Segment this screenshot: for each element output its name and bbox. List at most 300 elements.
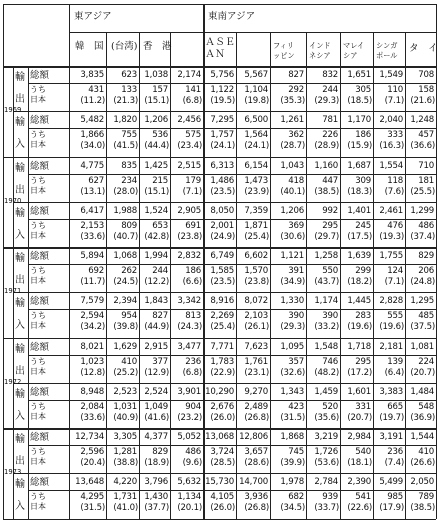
cell-japan: 1,871 xyxy=(244,220,268,231)
cell-share: (21.6) xyxy=(410,96,435,106)
cell-total: 5,756 xyxy=(210,70,234,80)
cell-total: 1,484 xyxy=(410,386,434,397)
cell-share: (24.5) xyxy=(113,277,138,287)
cell-total: 1,994 xyxy=(144,251,168,261)
cell-total: 1,170 xyxy=(347,115,371,126)
of-which-label: うち xyxy=(30,401,46,411)
cell-total: 2,524 xyxy=(144,386,168,397)
cell-total: 13,068 xyxy=(205,432,234,442)
cell-total: 1,651 xyxy=(347,70,371,80)
cell-japan: 158 xyxy=(418,85,434,95)
cell-total: 2,456 xyxy=(177,115,201,126)
of-which-label: うち xyxy=(30,266,46,275)
cell-japan: 653 xyxy=(152,220,168,231)
cell-japan: 1,104 xyxy=(244,85,268,95)
cell-total: 1,843 xyxy=(144,296,168,307)
cell-share: (22.9) xyxy=(210,367,235,378)
cell-japan: 829 xyxy=(152,447,168,457)
export-label-top: 輸 xyxy=(15,253,25,264)
cell-japan: 3,724 xyxy=(210,447,234,457)
header-asean-2: ＡＮ xyxy=(205,49,225,60)
cell-share: (18.9) xyxy=(144,458,169,468)
cell-share: (25.2) xyxy=(113,367,138,378)
cell-share: (7.1) xyxy=(384,96,404,106)
cell-total: 10,290 xyxy=(205,386,234,397)
rule-horizontal xyxy=(203,32,436,33)
cell-share: (33.6) xyxy=(80,231,105,242)
cell-total: 3,383 xyxy=(379,386,403,397)
cell-share: (36.9) xyxy=(410,412,435,423)
cell-total: 3,477 xyxy=(177,341,201,352)
cell-total: 14,700 xyxy=(239,477,268,488)
cell-japan: 1,122 xyxy=(210,85,234,95)
cell-japan: 1,031 xyxy=(113,401,137,412)
cell-total: 827 xyxy=(288,70,304,80)
cell-share: (24.3) xyxy=(177,322,202,333)
cell-share: (23.5) xyxy=(210,277,235,287)
cell-total: 5,632 xyxy=(177,477,201,488)
cell-share: (34.9) xyxy=(280,277,305,287)
cell-share: (12.9) xyxy=(144,367,169,378)
cell-share: (29.3) xyxy=(314,96,339,106)
rule-horizontal xyxy=(3,519,436,520)
cell-japan: 133 xyxy=(121,85,137,95)
rule-vertical xyxy=(3,4,4,519)
import-label-top: 輸 xyxy=(15,207,25,219)
total-label: 総額 xyxy=(30,296,50,308)
cell-japan: 295 xyxy=(322,220,338,231)
cell-japan: 627 xyxy=(88,175,104,186)
cell-japan: 2,153 xyxy=(80,220,104,231)
cell-japan: 746 xyxy=(322,356,338,367)
rule-horizontal xyxy=(13,111,436,112)
cell-japan: 226 xyxy=(322,130,338,141)
cell-japan: 4,105 xyxy=(210,492,234,503)
cell-share: (33.7) xyxy=(314,503,339,514)
cell-share: (17.5) xyxy=(347,231,372,242)
cell-japan: 262 xyxy=(121,266,137,276)
cell-total: 7,359 xyxy=(244,205,268,216)
cell-share: (17.2) xyxy=(347,367,372,378)
cell-japan: 224 xyxy=(418,356,434,367)
cell-share: (36.6) xyxy=(410,141,435,152)
cell-total: 1,206 xyxy=(280,205,304,216)
cell-total: 3,342 xyxy=(177,296,201,307)
cell-share: (6.4) xyxy=(384,367,404,378)
cell-total: 1,081 xyxy=(410,341,434,352)
cell-total: 710 xyxy=(418,160,434,171)
cell-share: (38.5) xyxy=(410,503,435,514)
export-label-bottom: 出 xyxy=(15,456,25,467)
cell-share: (17.9) xyxy=(379,503,404,514)
cell-total: 2,828 xyxy=(379,296,403,307)
cell-total: 5,894 xyxy=(80,251,104,261)
cell-total: 3,219 xyxy=(314,432,338,442)
cell-share: (15.9) xyxy=(347,141,372,152)
cell-japan: 391 xyxy=(288,266,304,276)
cell-share: (34.5) xyxy=(280,503,305,514)
cell-share: (20.7) xyxy=(347,412,372,423)
year-label: 1970 xyxy=(4,196,22,205)
cell-japan: 457 xyxy=(418,130,434,141)
total-label: 総額 xyxy=(30,70,50,81)
cell-share: (20.1) xyxy=(177,503,202,514)
japan-label: 日本 xyxy=(30,366,46,376)
cell-share: (40.9) xyxy=(113,412,138,423)
cell-total: 832 xyxy=(322,70,338,80)
cell-share: (26.1) xyxy=(244,322,269,333)
cell-total: 1,868 xyxy=(280,432,304,442)
cell-share: (23.8) xyxy=(177,231,202,242)
cell-share: (6.8) xyxy=(182,367,202,378)
cell-total: 6,313 xyxy=(210,160,234,171)
cell-share: (19.8) xyxy=(244,96,269,106)
cell-japan: 299 xyxy=(355,266,371,276)
cell-total: 2,461 xyxy=(379,205,403,216)
cell-share: (7.6) xyxy=(384,186,404,197)
cell-total: 2,181 xyxy=(379,341,403,352)
cell-total: 992 xyxy=(322,205,338,216)
cell-japan: 124 xyxy=(387,266,403,276)
cell-share: (18.5) xyxy=(347,96,372,106)
import-label-bottom: 入 xyxy=(15,229,25,241)
cell-total: 3,796 xyxy=(144,477,168,488)
cell-total: 7,295 xyxy=(210,115,234,126)
japan-label: 日本 xyxy=(30,502,46,512)
cell-total: 8,916 xyxy=(210,296,234,307)
cell-share: (41.5) xyxy=(113,141,138,152)
cell-total: 13,648 xyxy=(75,477,104,488)
cell-japan: 536 xyxy=(152,130,168,141)
cell-total: 2,394 xyxy=(113,296,137,307)
cell-total: 1,330 xyxy=(280,296,304,307)
cell-share: (26.0) xyxy=(210,412,235,423)
rule-vertical xyxy=(69,4,70,519)
cell-total: 15,730 xyxy=(205,477,234,488)
cell-japan: 1,726 xyxy=(314,447,338,457)
cell-share: (18.3) xyxy=(347,186,372,197)
cell-total: 2,040 xyxy=(379,115,403,126)
cell-japan: 550 xyxy=(322,266,338,276)
cell-total: 3,901 xyxy=(177,386,201,397)
cell-total: 1,554 xyxy=(379,160,403,171)
rule-horizontal xyxy=(28,309,436,310)
export-label-top: 輸 xyxy=(15,72,25,83)
rule-horizontal xyxy=(28,128,436,129)
cell-share: (38.5) xyxy=(314,186,339,197)
cell-total: 2,523 xyxy=(113,386,137,397)
cell-japan: 1,023 xyxy=(80,356,104,367)
cell-japan: 755 xyxy=(121,130,137,141)
cell-japan: 418 xyxy=(288,175,304,186)
header-asean-1: ＡＳＥ xyxy=(205,37,235,48)
total-label: 総額 xyxy=(30,160,50,172)
cell-japan: 305 xyxy=(355,85,371,95)
of-which-label: うち xyxy=(30,356,46,366)
cell-total: 3,305 xyxy=(113,432,137,442)
cell-share: (39.9) xyxy=(280,458,305,468)
year-label: 1969 xyxy=(4,106,22,115)
cell-share: (35.3) xyxy=(280,96,305,106)
rule-horizontal xyxy=(28,219,436,220)
cell-share: (24.8) xyxy=(410,277,435,287)
cell-total: 1,343 xyxy=(280,386,304,397)
cell-japan: 1,866 xyxy=(80,130,104,141)
cell-japan: 118 xyxy=(387,175,403,186)
rule-horizontal xyxy=(13,202,436,203)
cell-japan: 789 xyxy=(418,492,434,503)
cell-japan: 1,134 xyxy=(177,492,201,503)
cell-japan: 244 xyxy=(152,266,168,276)
japan-label: 日本 xyxy=(30,321,46,331)
cell-japan: 244 xyxy=(322,85,338,95)
cell-total: 1,820 xyxy=(113,115,137,126)
cell-total: 3,191 xyxy=(379,432,403,442)
rule-horizontal xyxy=(28,355,436,356)
cell-total: 5,567 xyxy=(244,70,268,80)
cell-share: (19.3) xyxy=(379,231,404,242)
export-label-bottom: 出 xyxy=(15,365,25,377)
cell-total: 1,095 xyxy=(280,341,304,352)
cell-japan: 985 xyxy=(387,492,403,503)
cell-japan: 1,783 xyxy=(210,356,234,367)
cell-japan: 236 xyxy=(185,356,201,367)
cell-total: 7,579 xyxy=(80,296,104,307)
cell-japan: 423 xyxy=(288,401,304,412)
cell-japan: 692 xyxy=(88,266,104,276)
year-label: 1972 xyxy=(4,377,22,386)
cell-share: (24.1) xyxy=(210,141,235,152)
cell-total: 1,718 xyxy=(347,341,371,352)
export-label-top: 輸 xyxy=(15,343,25,355)
cell-total: 1,639 xyxy=(347,251,371,261)
of-which-label: うち xyxy=(30,130,46,140)
of-which-label: うち xyxy=(30,492,46,502)
japan-label: 日本 xyxy=(30,411,46,421)
japan-label: 日本 xyxy=(30,230,46,240)
header-indonesia-line1: インド xyxy=(309,41,331,50)
japan-label: 日本 xyxy=(30,185,46,195)
cell-japan: 682 xyxy=(288,492,304,503)
cell-japan: 1,564 xyxy=(244,130,268,141)
cell-total: 3,835 xyxy=(80,70,104,80)
cell-japan: 245 xyxy=(355,220,371,231)
cell-japan: 904 xyxy=(185,401,201,412)
cell-share: (12.8) xyxy=(80,367,105,378)
rule-horizontal xyxy=(3,157,436,159)
cell-japan: 813 xyxy=(185,311,201,322)
cell-share: (15.1) xyxy=(144,186,169,197)
import-label-bottom: 入 xyxy=(15,410,25,422)
cell-share: (31.5) xyxy=(280,412,305,423)
cell-total: 1,988 xyxy=(113,205,137,216)
cell-japan: 369 xyxy=(288,220,304,231)
cell-share: (7.1) xyxy=(182,186,202,197)
cell-japan: 333 xyxy=(387,130,403,141)
export-label-bottom: 出 xyxy=(15,94,25,105)
rule-horizontal xyxy=(28,445,436,446)
cell-share: (6.6) xyxy=(182,277,202,287)
import-label-top: 輸 xyxy=(15,298,25,310)
cell-total: 829 xyxy=(418,251,434,261)
cell-japan: 827 xyxy=(152,311,168,322)
cell-total: 1,160 xyxy=(314,160,338,171)
import-label-top: 輸 xyxy=(15,117,25,129)
header-malaysia-line2: シア xyxy=(343,51,358,60)
cell-total: 1,544 xyxy=(410,432,434,442)
cell-total: 8,948 xyxy=(80,386,104,397)
cell-japan: 2,103 xyxy=(244,311,268,322)
cell-japan: 476 xyxy=(387,220,403,231)
rule-horizontal xyxy=(3,247,436,249)
cell-share: (20.7) xyxy=(410,367,435,378)
cell-japan: 377 xyxy=(152,356,168,367)
cell-japan: 520 xyxy=(322,401,338,412)
cell-share: (31.5) xyxy=(80,503,105,514)
cell-share: (25.5) xyxy=(410,186,435,197)
cell-share: (44.4) xyxy=(144,141,169,152)
cell-japan: 292 xyxy=(288,85,304,95)
header-thailand: タ イ xyxy=(409,43,438,54)
of-which-label: うち xyxy=(30,85,46,94)
import-label-bottom: 入 xyxy=(15,139,25,151)
cell-japan: 3,657 xyxy=(244,447,268,457)
cell-japan: 110 xyxy=(387,85,403,95)
cell-total: 12,806 xyxy=(239,432,268,442)
cell-share: (18.2) xyxy=(347,277,372,287)
cell-share: (19.5) xyxy=(210,96,235,106)
cell-total: 1,174 xyxy=(314,296,338,307)
cell-share: (40.7) xyxy=(113,231,138,242)
cell-total: 1,459 xyxy=(314,386,338,397)
of-which-label: うち xyxy=(30,447,46,456)
rule-horizontal xyxy=(28,400,436,401)
cell-total: 1,043 xyxy=(280,160,304,171)
cell-japan: 1,761 xyxy=(244,356,268,367)
cell-share: (7.1) xyxy=(384,277,404,287)
cell-japan: 139 xyxy=(387,356,403,367)
cell-japan: 691 xyxy=(185,220,201,231)
cell-japan: 283 xyxy=(355,311,371,322)
of-which-label: うち xyxy=(30,220,46,230)
cell-share: (23.2) xyxy=(177,412,202,423)
cell-total: 1,206 xyxy=(144,115,168,126)
total-label: 総額 xyxy=(30,251,50,262)
cell-share: (38.8) xyxy=(113,458,138,468)
cell-share: (32.6) xyxy=(280,367,305,378)
cell-share: (39.8) xyxy=(113,322,138,333)
cell-share: (26.8) xyxy=(244,412,269,423)
rule-horizontal xyxy=(3,428,436,430)
cell-share: (26.6) xyxy=(410,458,435,468)
cell-share: (23.1) xyxy=(244,367,269,378)
cell-total: 2,174 xyxy=(177,70,201,80)
cell-japan: 390 xyxy=(288,311,304,322)
cell-share: (35.6) xyxy=(314,412,339,423)
cell-japan: 215 xyxy=(152,175,168,186)
cell-japan: 665 xyxy=(387,401,403,412)
import-label-bottom: 入 xyxy=(15,320,25,332)
cell-total: 4,775 xyxy=(80,160,104,171)
cell-share: (16.3) xyxy=(379,141,404,152)
cell-total: 1,755 xyxy=(379,251,403,261)
import-label-top: 輸 xyxy=(15,479,25,491)
cell-total: 2,390 xyxy=(347,477,371,488)
cell-japan: 486 xyxy=(185,447,201,457)
total-label: 総額 xyxy=(30,205,50,217)
cell-share: (42.8) xyxy=(144,231,169,242)
cell-total: 1,601 xyxy=(347,386,371,397)
cell-share: (28.9) xyxy=(314,141,339,152)
cell-share: (15.1) xyxy=(144,96,169,106)
header-korea: 韓 国 xyxy=(75,41,104,52)
cell-share: (23.4) xyxy=(177,141,202,152)
cell-total: 1,038 xyxy=(144,70,168,80)
cell-share: (48.2) xyxy=(314,367,339,378)
export-label-top: 輸 xyxy=(15,162,25,174)
cell-japan: 309 xyxy=(355,175,371,186)
cell-japan: 1,430 xyxy=(144,492,168,503)
cell-japan: 2,596 xyxy=(80,447,104,457)
cell-total: 2,905 xyxy=(177,205,201,216)
cell-share: (6.8) xyxy=(182,96,202,106)
cell-share: (25.4) xyxy=(210,322,235,333)
rule-horizontal xyxy=(28,264,436,265)
cell-share: (53.6) xyxy=(314,458,339,468)
rule-horizontal xyxy=(69,32,203,33)
cell-total: 1,248 xyxy=(410,115,434,126)
cell-total: 2,784 xyxy=(314,477,338,488)
cell-share: (33.6) xyxy=(80,412,105,423)
cell-share: (20.4) xyxy=(80,458,105,468)
cell-japan: 1,585 xyxy=(210,266,234,276)
cell-share: (37.5) xyxy=(410,322,435,333)
cell-japan: 1,570 xyxy=(244,266,268,276)
cell-total: 12,734 xyxy=(75,432,104,442)
japan-label: 日本 xyxy=(30,95,46,104)
cell-share: (23.8) xyxy=(244,277,269,287)
cell-share: (24.1) xyxy=(244,141,269,152)
cell-total: 8,072 xyxy=(244,296,268,307)
rule-horizontal xyxy=(13,473,436,474)
rule-horizontal xyxy=(3,338,436,340)
cell-share: (25.4) xyxy=(244,231,269,242)
rule-horizontal xyxy=(13,383,436,384)
cell-share: (7.4) xyxy=(384,458,404,468)
cell-share: (19.6) xyxy=(379,322,404,333)
rule-vertical xyxy=(436,4,437,519)
header-southeast-asia: 東南アジア xyxy=(208,11,256,22)
cell-total: 2,984 xyxy=(347,432,371,442)
cell-japan: 447 xyxy=(322,175,338,186)
cell-japan: 410 xyxy=(121,356,137,367)
cell-total: 2,915 xyxy=(144,341,168,352)
header-malaysia-line1: マレイ xyxy=(343,41,365,50)
cell-japan: 745 xyxy=(288,447,304,457)
cell-share: (28.5) xyxy=(210,458,235,468)
cell-total: 8,021 xyxy=(80,341,104,352)
cell-total: 1,261 xyxy=(280,115,304,126)
cell-total: 7,623 xyxy=(244,341,268,352)
export-label-top: 輸 xyxy=(15,434,25,445)
cell-total: 1,445 xyxy=(347,296,371,307)
cell-japan: 4,295 xyxy=(80,492,104,503)
cell-total: 5,052 xyxy=(177,432,201,442)
cell-japan: 206 xyxy=(418,266,434,276)
cell-japan: 357 xyxy=(288,356,304,367)
export-label-bottom: 出 xyxy=(15,184,25,196)
cell-total: 2,515 xyxy=(177,160,201,171)
